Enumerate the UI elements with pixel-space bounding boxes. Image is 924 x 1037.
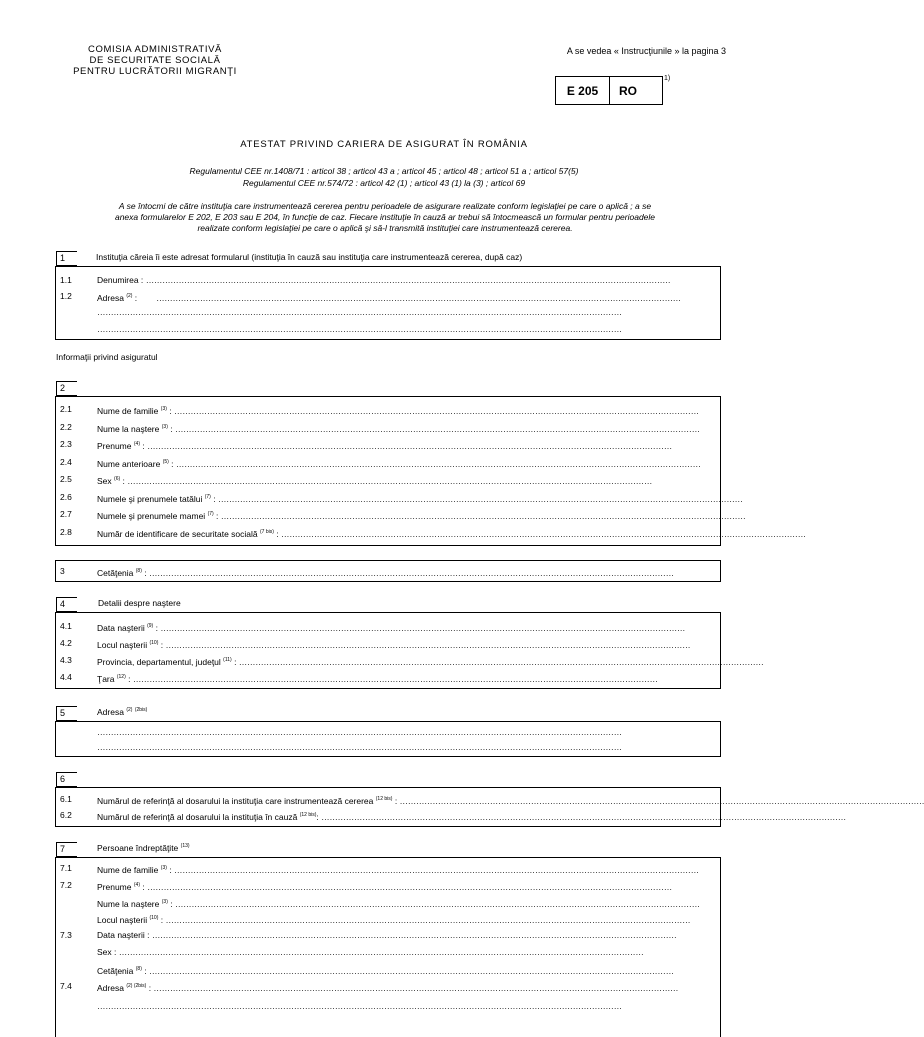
footnote-ref: (3) bbox=[161, 898, 168, 905]
footnote-ref: (10) bbox=[149, 915, 159, 922]
field-label: Nume anterioare bbox=[97, 458, 161, 469]
field-number: 2.4 bbox=[60, 456, 72, 467]
field-number: 2.7 bbox=[60, 509, 72, 519]
field-row[interactable]: 7.1 Nume de familie $^{(3)}$ : ………………………………………………………………………………………………………………………………………………………………………… bbox=[60, 863, 699, 875]
fill-dots: ………………………………………………………………………………………………………………………………………………………………………… bbox=[118, 947, 644, 957]
field-row[interactable]: 2.1 Nume de familie $^{(3)}$ : ………………………………………………………………………………………………………………………………………………………………………… bbox=[60, 404, 699, 416]
form-code: E 205 bbox=[556, 77, 610, 104]
section-number: 4 bbox=[56, 597, 77, 612]
field-number: 4.1 bbox=[60, 621, 72, 631]
field-label: Provincia, departamentul, judeţul bbox=[97, 656, 221, 667]
section-2-number: 2 bbox=[56, 381, 77, 396]
footnote-ref: (8) bbox=[135, 965, 142, 972]
section-4-box bbox=[55, 612, 764, 689]
field-row[interactable]: 2.3 Prenume $^{(4)}$ : ………………………………………………………………………………………………………………………………………………………………………… bbox=[60, 439, 672, 451]
footnote-ref: (2) bbox=[126, 707, 133, 714]
fill-dots: ………………………………………………………………………………………………………………………………………………………………………… bbox=[97, 742, 622, 752]
field-label: Locul naşterii bbox=[97, 915, 148, 926]
fill-dots: ………………………………………………………………………………………………………………………………………………………………………… bbox=[145, 275, 671, 285]
intro-line-1: A se întocmi de către instituţia care instrumentează cererea pentru perioadele de asigurare realizate conform legislaţiei pe care o aplică ; a se bbox=[118, 201, 652, 211]
footnote-ref: (7) bbox=[204, 493, 211, 500]
field-label: Numele şi prenumele tatălui bbox=[97, 493, 203, 504]
field-row[interactable]: 4.2 Locul naşterii $^{(10)}$ : ………………………………………………………………………………………………………………………………………………………………………… bbox=[60, 638, 691, 650]
field-row[interactable]: 7.2 Prenume $^{(4)}$ : ………………………………………………………………………………………………………………………………………………………………………… bbox=[60, 879, 672, 892]
fill-dots: ………………………………………………………………………………………………………………………………………………………………………… bbox=[399, 795, 924, 806]
field-row[interactable]: 2.7 Numele şi prenumele mamei $^{(7)}$ : ………………………………………………………………………………………………………………………………………………………………………… bbox=[60, 509, 746, 521]
fill-dots: ………………………………………………………………………………………………………………………………………………………………………… bbox=[97, 727, 622, 737]
continuation-line[interactable] bbox=[56, 999, 720, 1013]
address-line[interactable] bbox=[56, 740, 720, 754]
field-row[interactable]: 2.2 Nume la naştere $^{(3)}$ : ………………………………………………………………………………………………………………………………………………………………………… bbox=[60, 421, 700, 434]
field-row[interactable]: 4.3 Provincia, departamentul, judeţul $^{(11)}$ : ………………………………………………………………………………………………………………………………………………………………………… bbox=[60, 655, 764, 667]
section-number: 7 bbox=[56, 842, 77, 857]
section-1-box bbox=[55, 266, 721, 340]
section-number: 5 bbox=[56, 706, 77, 721]
fill-dots: ………………………………………………………………………………………………………………………………………………………………………… bbox=[321, 811, 846, 822]
footnote-ref: (12) bbox=[116, 674, 126, 680]
colon: : bbox=[132, 292, 138, 303]
insured-info-title: Informaţii privind asiguratul bbox=[56, 352, 158, 362]
field-number: 2.2 bbox=[60, 421, 72, 432]
fill-dots: ………………………………………………………………………………………………………………………………………………………………………… bbox=[217, 493, 743, 504]
field-label: Nume la naştere bbox=[97, 423, 160, 434]
continuation-line[interactable] bbox=[56, 322, 720, 336]
fill-dots: ………………………………………………………………………………………………………………………………………………………………………… bbox=[238, 656, 764, 667]
fill-dots: ………………………………………………………………………………………………………………………………………………………………………… bbox=[165, 915, 691, 926]
field-number: 7.4 bbox=[60, 980, 72, 991]
field-number: 2.6 bbox=[60, 491, 72, 502]
section-3-box bbox=[55, 560, 721, 582]
footnote-ref: (2bis) bbox=[134, 707, 148, 714]
footnote-ref: (9) bbox=[147, 623, 154, 629]
field-row[interactable]: 4.1 Data naşterii $^{(9)}$ : ………………………………………………………………………………………………………………………………………………………………………… bbox=[60, 621, 686, 633]
footnote-ref: (3) bbox=[160, 865, 167, 871]
field-label: Nume la naştere bbox=[97, 898, 160, 909]
fill-dots: ………………………………………………………………………………………………………………………………………………………………………… bbox=[97, 307, 622, 317]
field-label: Adresa bbox=[97, 292, 124, 303]
document-title: ATESTAT PRIVIND CARIERA DE ASIGURAT ÎN ROMÂNIA bbox=[240, 139, 528, 150]
section-label: Detalii despre naştere bbox=[98, 598, 181, 608]
field-label: Numărul de referinţă al dosarului la instituţia în cauză bbox=[97, 811, 298, 822]
footnote-ref: (4) bbox=[133, 441, 140, 447]
section-7-box bbox=[55, 857, 721, 1037]
fill-dots: ………………………………………………………………………………………………………………………………………………………………………… bbox=[97, 324, 622, 334]
section-number: 3 bbox=[60, 566, 65, 576]
field-number: 2.5 bbox=[60, 474, 72, 484]
field-row[interactable]: Sex : ………………………………………………………………………………………………………………………………………………………………………… bbox=[97, 947, 644, 957]
org-line-2: DE SECURITATE SOCIALĂ bbox=[89, 55, 221, 66]
field-label: Cetăţenia bbox=[97, 965, 134, 976]
field-number: 4.4 bbox=[60, 672, 72, 682]
field-row[interactable] bbox=[56, 289, 720, 303]
section-label bbox=[97, 843, 190, 853]
fill-dots: ………………………………………………………………………………………………………………………………………………………………………… bbox=[175, 458, 701, 469]
field-row[interactable]: Locul naşterii $^{(10)}$ : ………………………………………………………………………………………………………………………………………………………………………… bbox=[97, 915, 691, 926]
fill-dots: ………………………………………………………………………………………………………………………………………………………………………… bbox=[127, 475, 653, 486]
org-line-1: COMISIA ADMINISTRATIVĂ bbox=[88, 44, 222, 55]
field-row[interactable]: Cetăţenia $^{(8)}$ : ………………………………………………………………………………………………………………………………………………………………………… bbox=[97, 965, 674, 976]
fill-dots: ………………………………………………………………………………………………………………………………………………………………………… bbox=[174, 864, 699, 875]
fill-dots: ………………………………………………………………………………………………………………………………………………………………………… bbox=[97, 1001, 622, 1011]
footnote-ref: (12 bis) bbox=[375, 796, 393, 802]
field-label: Numărul de referinţă al dosarului la instituţia care instrumentează cererea bbox=[97, 795, 374, 806]
footnote-ref: (12 bis) bbox=[299, 812, 317, 818]
footnote-ref: (6) bbox=[114, 476, 121, 482]
field-number: 2.1 bbox=[60, 404, 72, 414]
field-label: Prenume bbox=[97, 440, 132, 451]
field-number: 7.3 bbox=[60, 930, 72, 941]
field-number: 7.1 bbox=[60, 863, 72, 873]
fill-dots: ………………………………………………………………………………………………………………………………………………………………………… bbox=[153, 982, 679, 993]
field-number: 2.8 bbox=[60, 526, 72, 537]
section-2-box bbox=[55, 396, 806, 546]
fill-dots: ………………………………………………………………………………………………………………………………………………………………………… bbox=[160, 622, 686, 633]
section-label: Instituţia căreia îi este adresat formularul (instituţia în cauză sau instituţia care instrumentează cererea, după caz) bbox=[96, 252, 523, 262]
field-label: Data naşterii bbox=[97, 930, 145, 941]
field-row[interactable]: 7.4 Adresa $^{(2) (2bis)}$ : ………………………………………………………………………………………………………………………………………………………………………… bbox=[60, 980, 679, 993]
form-code-box bbox=[555, 76, 663, 105]
country-code: RO bbox=[619, 83, 637, 98]
field-row[interactable]: 2.6 Numele şi prenumele tatălui $^{(7)}$ : ………………………………………………………………………………………………………………………………………………………………………… bbox=[60, 491, 743, 504]
instructions-note: A se vedea « Instrucţiunile » la pagina 3 bbox=[566, 46, 726, 56]
field-row[interactable]: 2.4 Nume anterioare $^{(5)}$ : ………………………………………………………………………………………………………………………………………………………………………… bbox=[60, 456, 701, 469]
intro-line-2: anexa formularelor E 202, E 203 sau E 204, în funcţie de caz. Fiecare instituţie în cauză ar trebui să întocmească un formular pentru perioadele bbox=[114, 212, 656, 222]
field-number: 4.2 bbox=[60, 638, 72, 648]
field-label: Data naşterii bbox=[97, 622, 145, 633]
regulation-line-2: Regulamentul CEE nr.574/72 : articol 42 (1) ; articol 43 (1) la (3) ; articol 69 bbox=[242, 178, 526, 188]
fill-dots: ………………………………………………………………………………………………………………………………………………………………………… bbox=[165, 639, 691, 650]
field-row[interactable]: 6.1 Numărul de referinţă al dosarului la instituţia care instrumentează cererea $^{(12 bis)}$ : ………………………………………………………………………………………………………………………………………………………………………… bbox=[60, 794, 924, 806]
footnote-ref: (13) bbox=[180, 843, 190, 850]
section-6-number: 6 bbox=[56, 772, 77, 787]
field-row[interactable]: Nume la naştere $^{(3)}$ : ………………………………………………………………………………………………………………………………………………………………………… bbox=[97, 898, 700, 909]
footnote-ref: (8) bbox=[135, 568, 142, 574]
field-row[interactable]: 6.2 Numărul de referinţă al dosarului la instituţia în cauză $^{(12 bis)}$: ………………………………………………………………………………………………………………………………………………………………………… bbox=[60, 810, 846, 822]
footnote-ref: (11) bbox=[223, 657, 232, 663]
fill-dots: ………………………………………………………………………………………………………………………………………………………………………… bbox=[220, 510, 746, 521]
fill-dots: ………………………………………………………………………………………………………………………………………………………………………… bbox=[151, 930, 677, 941]
field-label: Numele şi prenumele mamei bbox=[97, 510, 206, 521]
section-label bbox=[97, 707, 147, 717]
field-number: 1.1 bbox=[60, 275, 72, 285]
form-footnote-mark: 1) bbox=[664, 75, 671, 82]
field-label: Sex bbox=[97, 947, 112, 957]
field-number: 6.1 bbox=[60, 794, 72, 804]
field-row[interactable]: 7.3 Data naşterii : ………………………………………………………………………………………………………………………………………………………………………… bbox=[60, 930, 677, 941]
field-number: 7.2 bbox=[60, 879, 72, 890]
footnote-ref: (2) (2bis) bbox=[126, 982, 147, 989]
field-number: 4.3 bbox=[60, 655, 72, 665]
footnote-ref: (3) bbox=[161, 423, 168, 430]
field-label: Ţara bbox=[97, 673, 115, 684]
field-number: 2.3 bbox=[60, 439, 72, 449]
field-label: Număr de identificare de securitate socială bbox=[97, 528, 258, 539]
label-text: Persoane îndreptăţite bbox=[97, 843, 179, 853]
field-row[interactable]: 2.8 Număr de identificare de securitate socială $^{(7 bis)}$ : ………………………………………………………………………………………………………………………………………………………………………… bbox=[60, 526, 806, 539]
address-line[interactable] bbox=[56, 725, 720, 739]
fill-dots: ………………………………………………………………………………………………………………………………………………………………………… bbox=[174, 405, 699, 416]
field-row[interactable]: 2.5 Sex $^{(6)}$ : ………………………………………………………………………………………………………………………………………………………………………… bbox=[60, 474, 653, 486]
section-6-box bbox=[55, 787, 924, 827]
field-number: 1.2 bbox=[60, 291, 72, 301]
field-row[interactable] bbox=[56, 273, 720, 287]
fill-dots: ………………………………………………………………………………………………………………………………………………………………………… bbox=[132, 673, 658, 684]
footnote-ref: (2) bbox=[126, 293, 133, 299]
regulation-line-1: Regulamentul CEE nr.1408/71 : articol 38 ; articol 43 a ; articol 45 ; articol 48 ; articol 51 a ; articol 57(5) bbox=[189, 166, 579, 176]
field-label: Nume de familie bbox=[97, 864, 159, 875]
footnote-ref: (4) bbox=[133, 881, 140, 888]
fill-dots: ………………………………………………………………………………………………………………………………………………………………………… bbox=[147, 440, 672, 451]
citizenship-row[interactable]: 3 Cetăţenia $^{(8)}$ : ………………………………………………………………………………………………………………………………………………………………………… bbox=[60, 566, 674, 578]
fill-dots: ………………………………………………………………………………………………………………………………………………………………………… bbox=[174, 423, 700, 434]
issuing-commission bbox=[40, 44, 270, 77]
footnote-ref: (7) bbox=[207, 511, 214, 517]
footnote-ref: (7 bis) bbox=[260, 528, 274, 535]
field-row[interactable]: 4.4 Ţara $^{(12)}$ : ………………………………………………………………………………………………………………………………………………………………………… bbox=[60, 672, 658, 684]
fill-dots: ………………………………………………………………………………………………………………………………………………………………………… bbox=[147, 881, 672, 892]
footnote-ref: (10) bbox=[149, 640, 159, 646]
footnote-ref: (5) bbox=[162, 458, 169, 465]
fill-dots: ………………………………………………………………………………………………………………………………………………………………………… bbox=[174, 898, 700, 909]
field-label: Sex bbox=[97, 475, 112, 486]
field-label: Locul naşterii bbox=[97, 639, 148, 650]
org-line-3: PENTRU LUCRĂTORII MIGRANŢI bbox=[73, 66, 237, 77]
label-text: Adresa bbox=[97, 707, 124, 717]
fill-dots: ………………………………………………………………………………………………………………………………………………………………………… bbox=[156, 292, 681, 303]
intro-line-3: realizate conform legislaţiei pe care o aplică şi să-l transmită instituţiei care instrumentează cererea. bbox=[197, 223, 573, 233]
fill-dots: ………………………………………………………………………………………………………………………………………………………………………… bbox=[148, 567, 674, 578]
section-5-box bbox=[55, 721, 721, 757]
field-label: Adresa bbox=[97, 982, 124, 993]
intro-text bbox=[52, 201, 718, 234]
field-label: Cetăţenia bbox=[97, 567, 134, 578]
field-number: 6.2 bbox=[60, 810, 72, 820]
section-number: 1 bbox=[56, 251, 77, 266]
fill-dots: ………………………………………………………………………………………………………………………………………………………………………… bbox=[281, 528, 806, 539]
continuation-line[interactable] bbox=[56, 305, 720, 319]
field-label: Nume de familie bbox=[97, 405, 159, 416]
footnote-ref: (3) bbox=[160, 406, 167, 412]
field-label: Denumirea : bbox=[97, 275, 144, 285]
fill-dots: ………………………………………………………………………………………………………………………………………………………………………… bbox=[148, 965, 674, 976]
field-label: Prenume bbox=[97, 881, 132, 892]
